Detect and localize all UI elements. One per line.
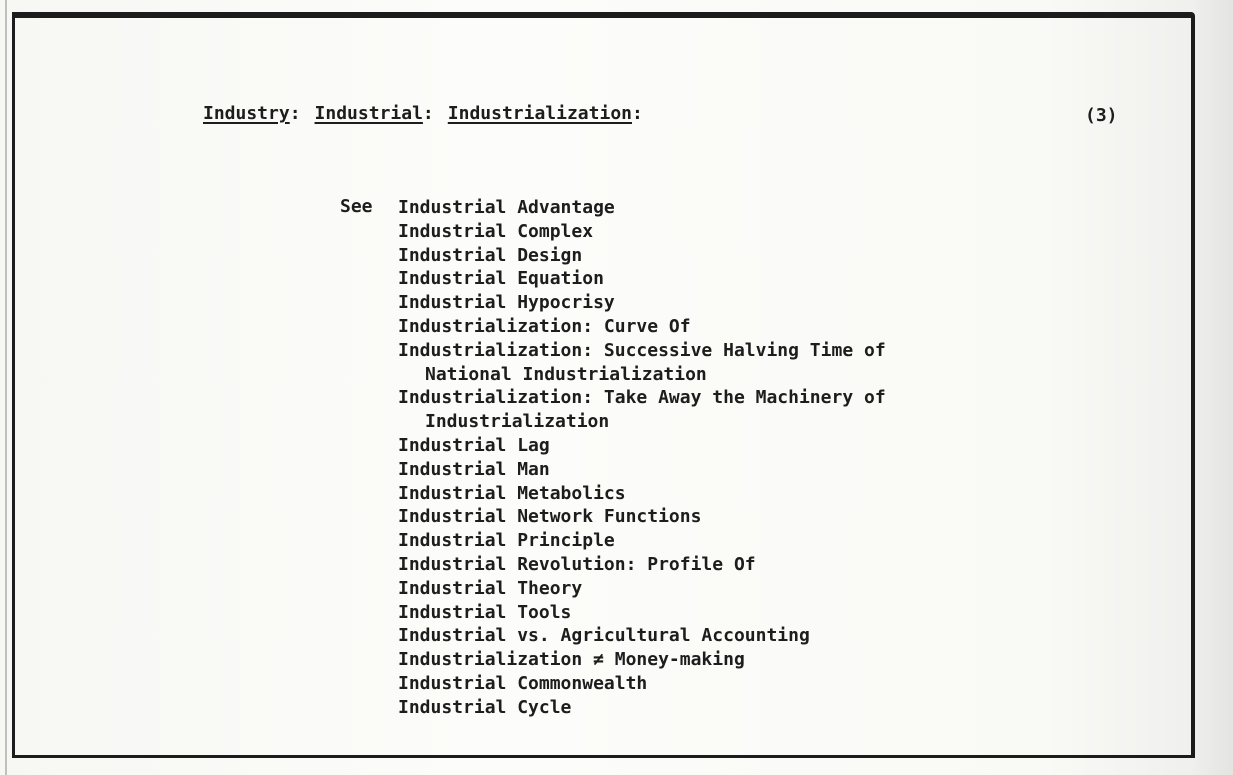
- cross-reference-list: [398, 196, 886, 720]
- entry-text: Industrialization: Curve Of: [398, 315, 691, 337]
- list-item: [398, 553, 886, 577]
- heading-colon: :: [289, 103, 301, 124]
- list-item: [398, 505, 886, 529]
- list-item: [398, 315, 886, 339]
- left-margin-line: [5, 0, 7, 775]
- heading-colon: :: [422, 103, 434, 124]
- list-item: [398, 648, 886, 672]
- entry-text: Industrial Complex: [398, 220, 594, 242]
- list-item: [398, 339, 886, 387]
- entry-text: Industrial vs. Agricultural Accounting: [398, 625, 810, 647]
- entry-text: Industrial Tools: [398, 601, 572, 623]
- entry-text: Industrial Theory: [398, 577, 583, 599]
- entry-text: Industrialization: Successive Halving Time of: [398, 339, 886, 361]
- heading-term-industry: Industry: [203, 103, 290, 124]
- page-number: (3): [1085, 105, 1118, 126]
- entry-text: Industrial Advantage: [398, 197, 615, 218]
- entry-text: Industrial Cycle: [398, 696, 572, 718]
- heading-term-industrial: Industrial: [314, 103, 423, 124]
- heading-colon: :: [632, 103, 643, 124]
- list-item: [398, 458, 886, 482]
- entry-text: Industrial Metabolics: [398, 482, 626, 504]
- list-item: [398, 624, 886, 648]
- entry-text: Industrial Design: [398, 244, 583, 266]
- entry-text: Industrialization ≠ Money-making: [398, 649, 745, 671]
- list-item: [398, 196, 886, 220]
- entry-continuation: Industrialization: [425, 411, 610, 433]
- list-item: [398, 291, 886, 315]
- entry-text: Industrial Revolution: Profile Of: [398, 553, 756, 575]
- entry-continuation: National Industrialization: [425, 363, 707, 385]
- list-item: [398, 244, 886, 268]
- right-edge-shadow: [1193, 0, 1233, 775]
- list-item: [398, 434, 886, 458]
- card-heading: [203, 103, 643, 124]
- list-item: [398, 696, 886, 720]
- see-label: See: [340, 196, 373, 217]
- list-item: [398, 386, 886, 434]
- entry-text: Industrialization: Take Away the Machinery of: [398, 387, 886, 409]
- entry-text: Industrial Commonwealth: [398, 672, 648, 694]
- entry-text: Industrial Network Functions: [398, 506, 702, 528]
- entry-text: Industrial Equation: [398, 268, 604, 290]
- list-item: [398, 672, 886, 696]
- list-item: [398, 601, 886, 625]
- list-item: [398, 577, 886, 601]
- list-item: [398, 482, 886, 506]
- entry-text: Industrial Principle: [398, 530, 615, 552]
- entry-text: Industrial Lag: [398, 434, 550, 456]
- entry-text: Industrial Hypocrisy: [398, 292, 615, 314]
- entry-text: Industrial Man: [398, 458, 550, 480]
- list-item: [398, 267, 886, 291]
- list-item: [398, 529, 886, 553]
- heading-term-industrialization: Industrialization: [447, 103, 632, 124]
- list-item: [398, 220, 886, 244]
